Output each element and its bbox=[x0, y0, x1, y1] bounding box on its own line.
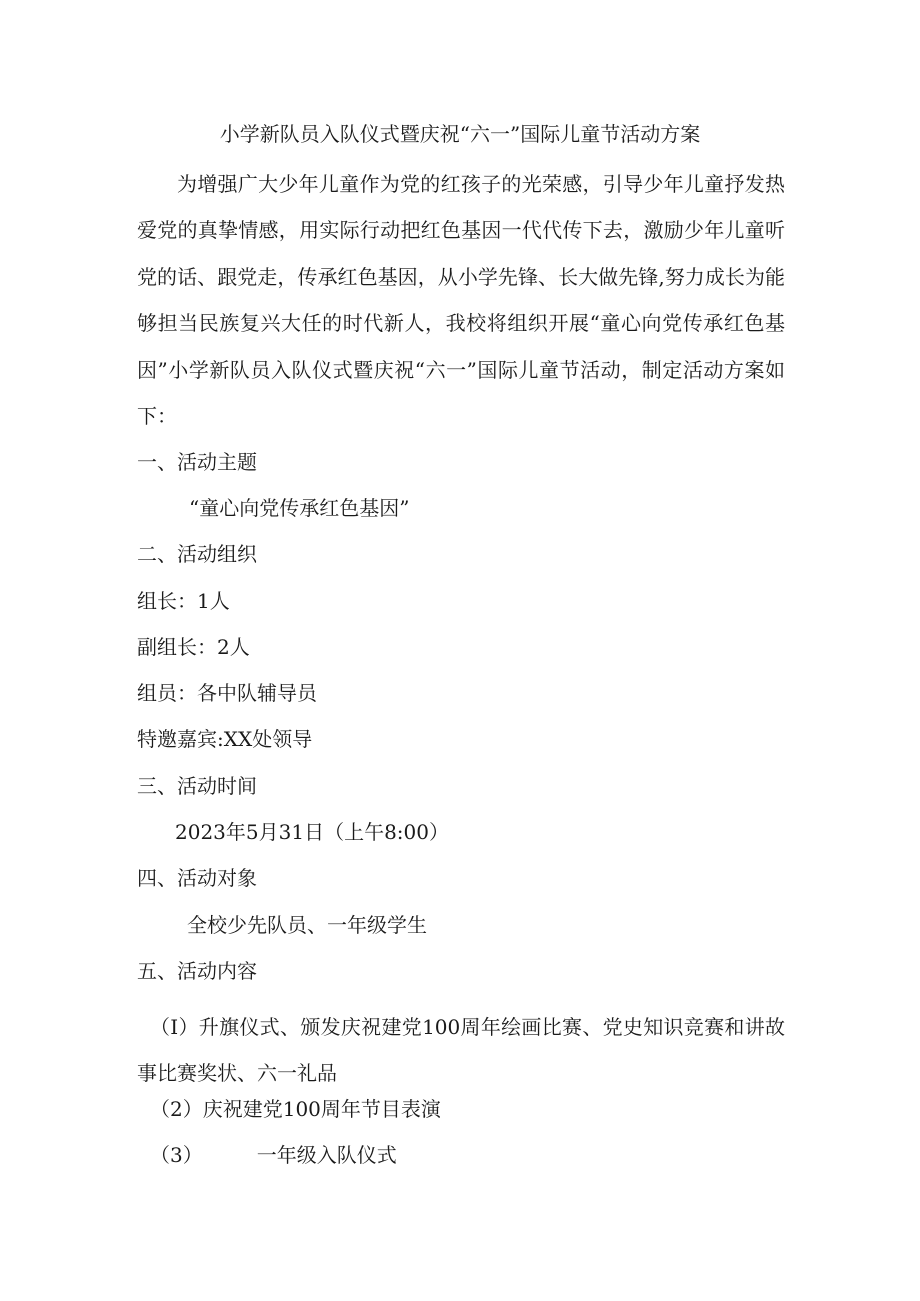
content-item-1: （I）升旗仪式、颁发庆祝建党100周年绘画比赛、党史知识竞赛和讲故事比赛奖状、六一礼品 bbox=[137, 1015, 785, 1085]
section-heading-organization: 二、活动组织 bbox=[137, 542, 257, 566]
org-members: 组员：各中队辅导员 bbox=[137, 681, 317, 705]
audience-content: 全校少先队员、一年级学生 bbox=[187, 913, 427, 937]
content-item-3-text: 一年级入队仪式 bbox=[256, 1143, 397, 1167]
content-item-3 bbox=[150, 1143, 397, 1167]
theme-content: “童心向党传承红色基因” bbox=[189, 496, 410, 520]
intro-paragraph: 为增强广大少年儿童作为党的红孩子的光荣感，引导少年儿童抒发热爱党的真挚情感，用实际行动把红色基因一代代传下去，激励少年儿童听党的话、跟党走，传承红色基因，从小学先锋、长大做先锋,努力成长为能够担当民族复兴大任的时代新人，我校将组织开展“童心向党传承红色基因”小学新队员入队仪式暨庆祝“六一”国际儿童节活动，制定活动方案如下： bbox=[137, 172, 785, 429]
org-deputy: 副组长：2人 bbox=[137, 635, 250, 659]
time-content: 2023年5月31日（上午8:00） bbox=[175, 820, 449, 844]
document-title: 小学新队员入队仪式暨庆祝“六一”国际儿童节活动方案 bbox=[219, 122, 701, 146]
section-heading-audience: 四、活动对象 bbox=[137, 866, 257, 890]
org-guests: 特邀嘉宾:XX处领导 bbox=[137, 727, 313, 751]
content-item-2: （2）庆祝建党100周年节目表演 bbox=[150, 1097, 441, 1121]
section-heading-theme: 一、活动主题 bbox=[137, 450, 257, 474]
org-leader: 组长：1人 bbox=[137, 589, 230, 613]
content-item-3-marker: （3） bbox=[150, 1143, 203, 1167]
section-heading-content: 五、活动内容 bbox=[137, 959, 257, 983]
section-heading-time: 三、活动时间 bbox=[137, 774, 257, 798]
